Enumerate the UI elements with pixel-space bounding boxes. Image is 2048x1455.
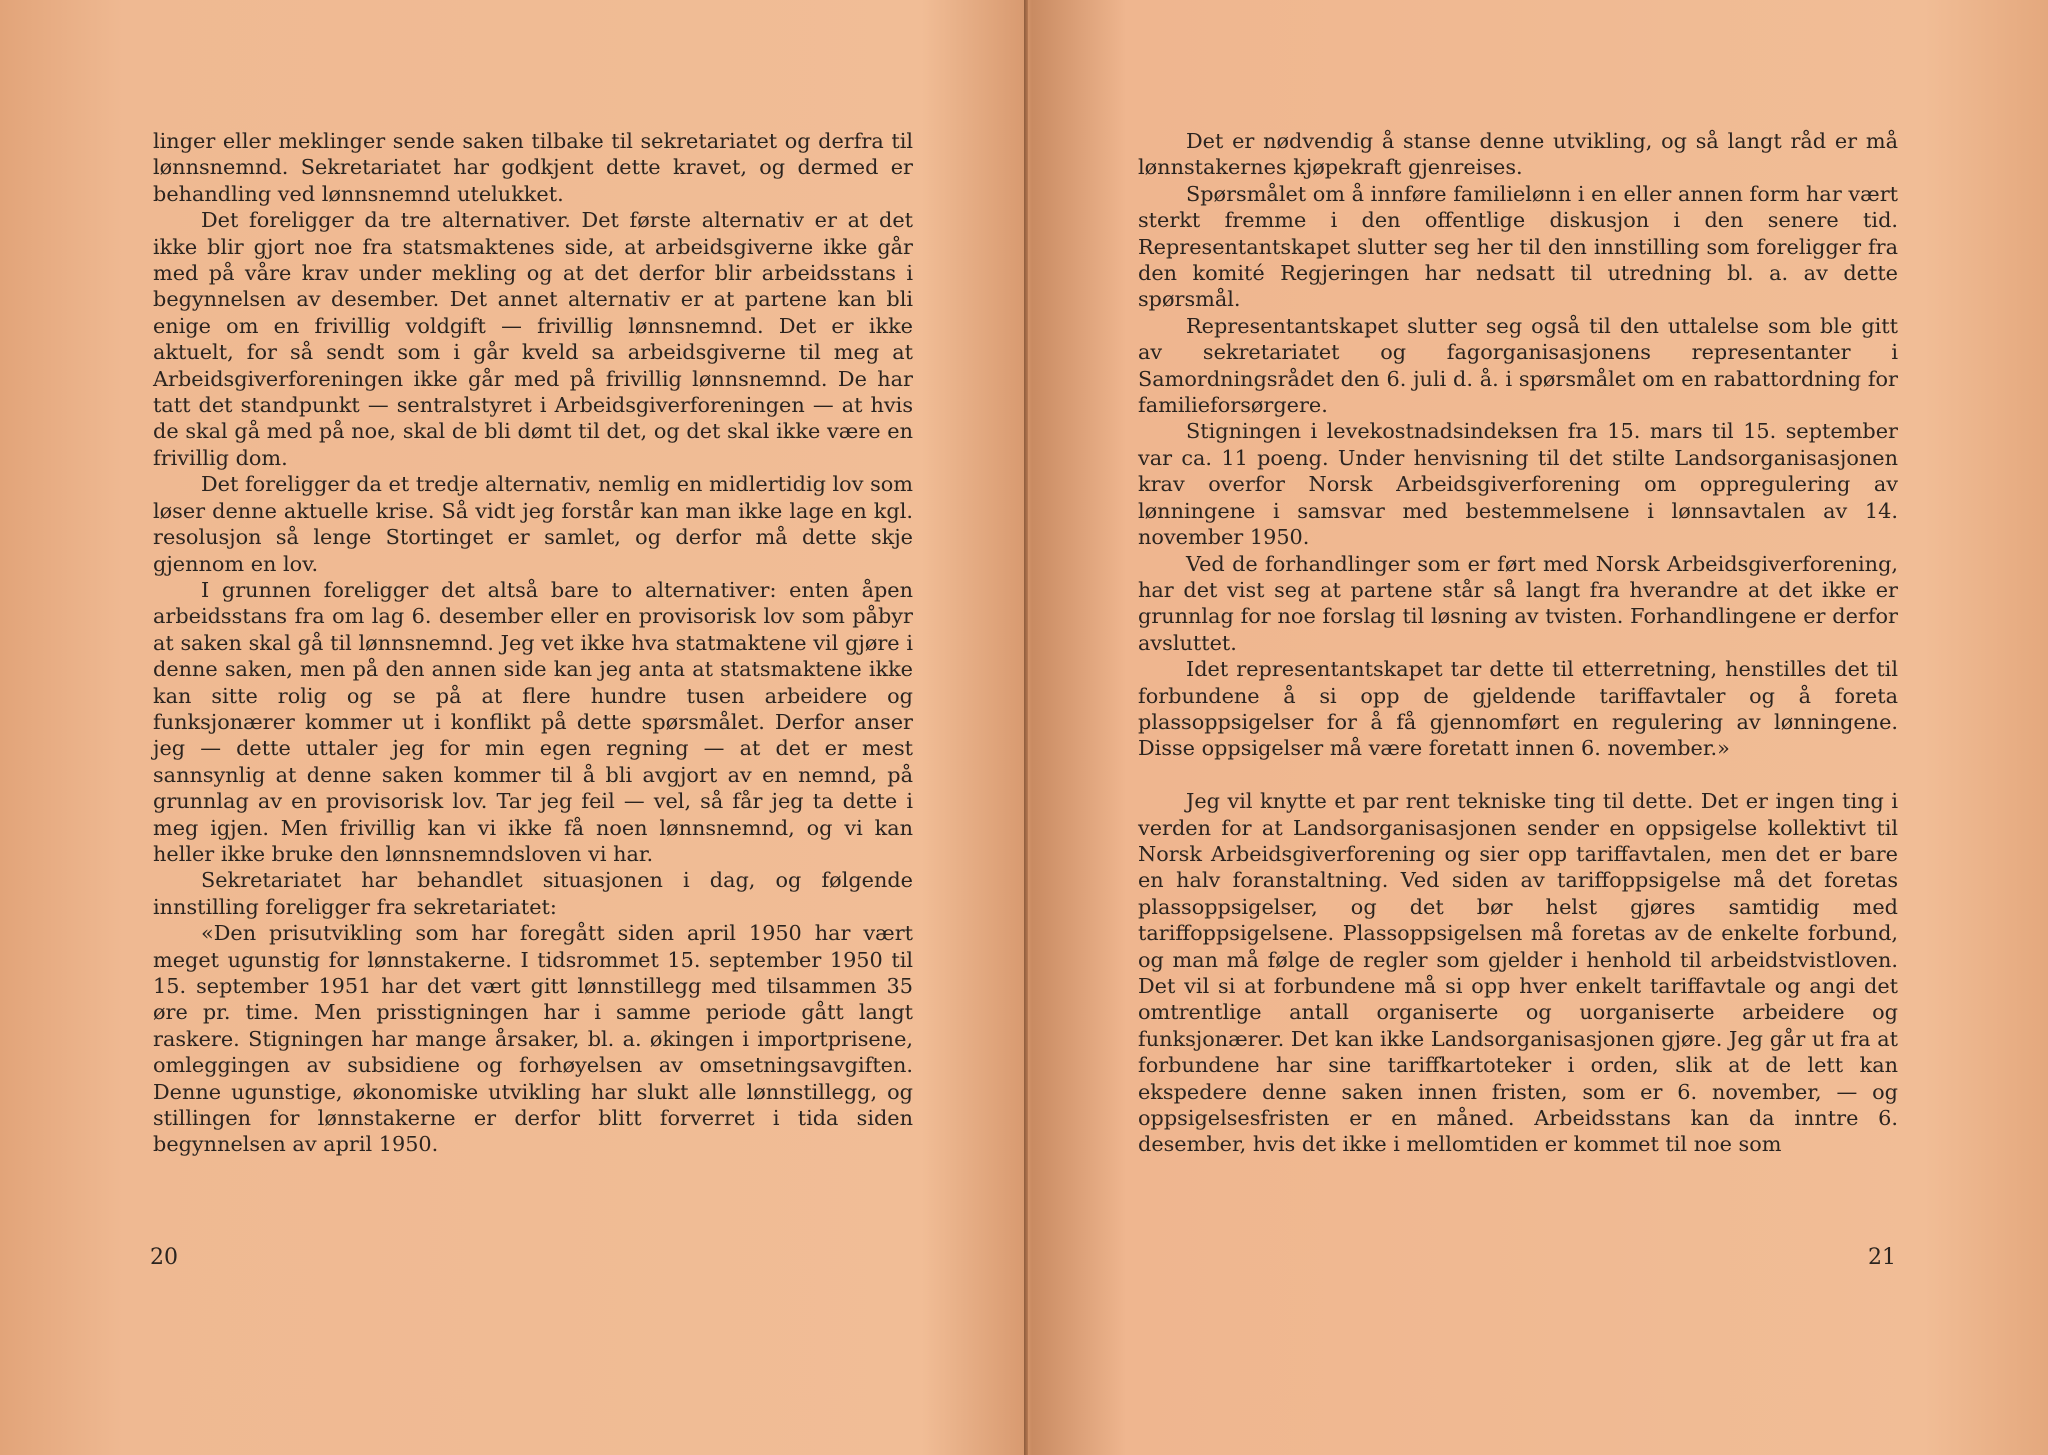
right-paragraph-5: Ved de forhandlinger som er ført med Norsk Arbeidsgiverforening, har det vist seg at partene står så langt fra hverandre at det ikke er grunnlag for noe forslag til løsning av tvisten. Forhandlingene er derfor avsluttet. xyxy=(1138,551,1898,655)
right-paragraph-3: Representantskapet slutter seg også til den uttalelse som ble gitt av sekretariatet og fagorganisasjonens representanter i Samordningsrådet den 6. juli d. å. i spørsmålet om en rabattordning for familieforsørgere. xyxy=(1138,313,1898,418)
right-paragraph-6: Idet representantskapet tar dette til etterretning, henstilles det til forbundene å si opp de gjeldende tariffavtaler og å foreta plassoppsigelser for å få gjennomført en regulering av lønningene. Disse oppsigelser må være foretatt innen 6. november.» xyxy=(1138,657,1898,761)
left-paragraph-3: Det foreligger da et tredje alternativ, nemlig en midlertidig lov som løser denne aktuelle krise. Så vidt jeg forstår kan man ikke lage en kgl. resolusjon så lenge Stortinget er samlet, og derfor må dette skje gjennom en lov. xyxy=(153,472,913,576)
left-page xyxy=(153,128,913,1158)
right-paragraph-7: Jeg vil knytte et par rent tekniske ting til dette. Det er ingen ting i verden for at Landsorganisasjonen sender en oppsigelse kollektivt til Norsk Arbeidsgiverforening og sier opp tariffavtalen, men det er bare en halv foranstaltning. Ved siden av tariffoppsigelse må det foretas plassoppsigelser, og det bør helst gjøres samtidig med tariffoppsigelsene. Plassoppsigelsen må foretas av de enkelte forbund, og man må følge de regler som gjelder i henhold til arbeidstvistloven. Det vil si at forbundene må si opp hver enkelt tariffavtale og angi det omtrentlige antall organiserte og uorganiserte arbeidere og funksjonærer. Det kan ikke Landsorganisasjonen gjøre. Jeg går ut fra at forbundene har sine tariffkartoteker i orden, slik at de lett kan ekspedere denne saken innen fristen, som er 6. november, — og oppsigelsesfristen er en måned. Arbeidsstans kan da inntre 6. desember, hvis det ikke i mellomtiden er kommet til noe som xyxy=(1138,789,1898,1157)
left-page-number: 20 xyxy=(150,1245,178,1270)
left-paragraph-6: «Den prisutvikling som har foregått siden april 1950 har vært meget ugunstig for lønnstakerne. I tidsrommet 15. september 1950 til 15. september 1951 har det vært gitt lønnstillegg med tilsammen 35 øre pr. time. Men prisstigningen har i samme periode gått langt raskere. Stigningen har mange årsaker, bl. a. økingen i importprisene, omleggingen av subsidiene og forhøyelsen av omsetningsavgiften. Denne ugunstige, økonomiske utvikling har slukt alle lønnstillegg, og stillingen for lønnstakerne er derfor blitt forverret i tida siden begynnelsen av april 1950. xyxy=(153,921,913,1157)
right-paragraph-1: Det er nødvendig å stanse denne utvikling, og så langt råd er må lønnstakernes kjøpekraft gjenreises. xyxy=(1138,129,1898,180)
right-page-number: 21 xyxy=(1868,1245,1896,1270)
right-page xyxy=(1138,128,1898,1158)
left-paragraph-1: linger eller meklinger sende saken tilbake til sekretariatet og derfra til lønnsnemnd. Sekretariatet har godkjent dette kravet, og dermed er behandling ved lønnsnemnd utelukket. xyxy=(153,129,913,206)
book-gutter xyxy=(1024,0,1028,1455)
left-paragraph-5: Sekretariatet har behandlet situasjonen i dag, og følgende innstilling foreligger fra sekretariatet: xyxy=(153,868,913,919)
left-paragraph-4: I grunnen foreligger det altså bare to alternativer: enten åpen arbeidsstans fra om lag 6. desember eller en provisorisk lov som påbyr at saken skal gå til lønnsnemnd. Jeg vet ikke hva statmaktene vil gjøre i denne saken, men på den annen side kan jeg anta at statsmaktene ikke kan sitte rolig og se på at flere hundre tusen arbeidere og funksjonærer kommer ut i konflikt på dette spørsmålet. Derfor anser jeg — dette uttaler jeg for min egen regning — at det er mest sannsynlig at denne saken kommer til å bli avgjort av en nemnd, på grunnlag av en provisorisk lov. Tar jeg feil — vel, så får jeg ta dette i meg igjen. Men frivillig kan vi ikke få noen lønnsnemnd, og vi kan heller ikke bruke den lønnsnemndsloven vi har. xyxy=(153,577,913,866)
left-paragraph-2: Det foreligger da tre alternativer. Det første alternativ er at det ikke blir gjort noe fra statsmaktenes side, at arbeidsgiverne ikke går med på våre krav under mekling og at det derfor blir arbeidsstans i begynnelsen av desember. Det annet alternativ er at partene kan bli enige om en frivillig voldgift — frivillig lønnsnemnd. Det er ikke aktuelt, for så sendt som i går kveld sa arbeidsgiverne til meg at Arbeidsgiverforeningen ikke går med på frivillig lønnsnemnd. De har tatt det standpunkt — sentralstyret i Arbeidsgiverforeningen — at hvis de skal gå med på noe, skal de bli dømt til det, og det skal ikke være en frivillig dom. xyxy=(153,208,913,470)
right-paragraph-2: Spørsmålet om å innføre familielønn i en eller annen form har vært sterkt fremme i den offentlige diskusjon i den senere tid. Representantskapet slutter seg her til den innstilling som foreligger fra den komité Regjeringen har nedsatt til utredning bl. a. av dette spørsmål. xyxy=(1138,181,1898,312)
right-paragraph-4: Stigningen i levekostnadsindeksen fra 15. mars til 15. september var ca. 11 poeng. Under henvisning til det stilte Landsorganisasjonen krav overfor Norsk Arbeidsgiverforening om oppregulering av lønningene i samsvar med bestemmelsene i lønnsavtalen av 14. november 1950. xyxy=(1138,419,1898,550)
